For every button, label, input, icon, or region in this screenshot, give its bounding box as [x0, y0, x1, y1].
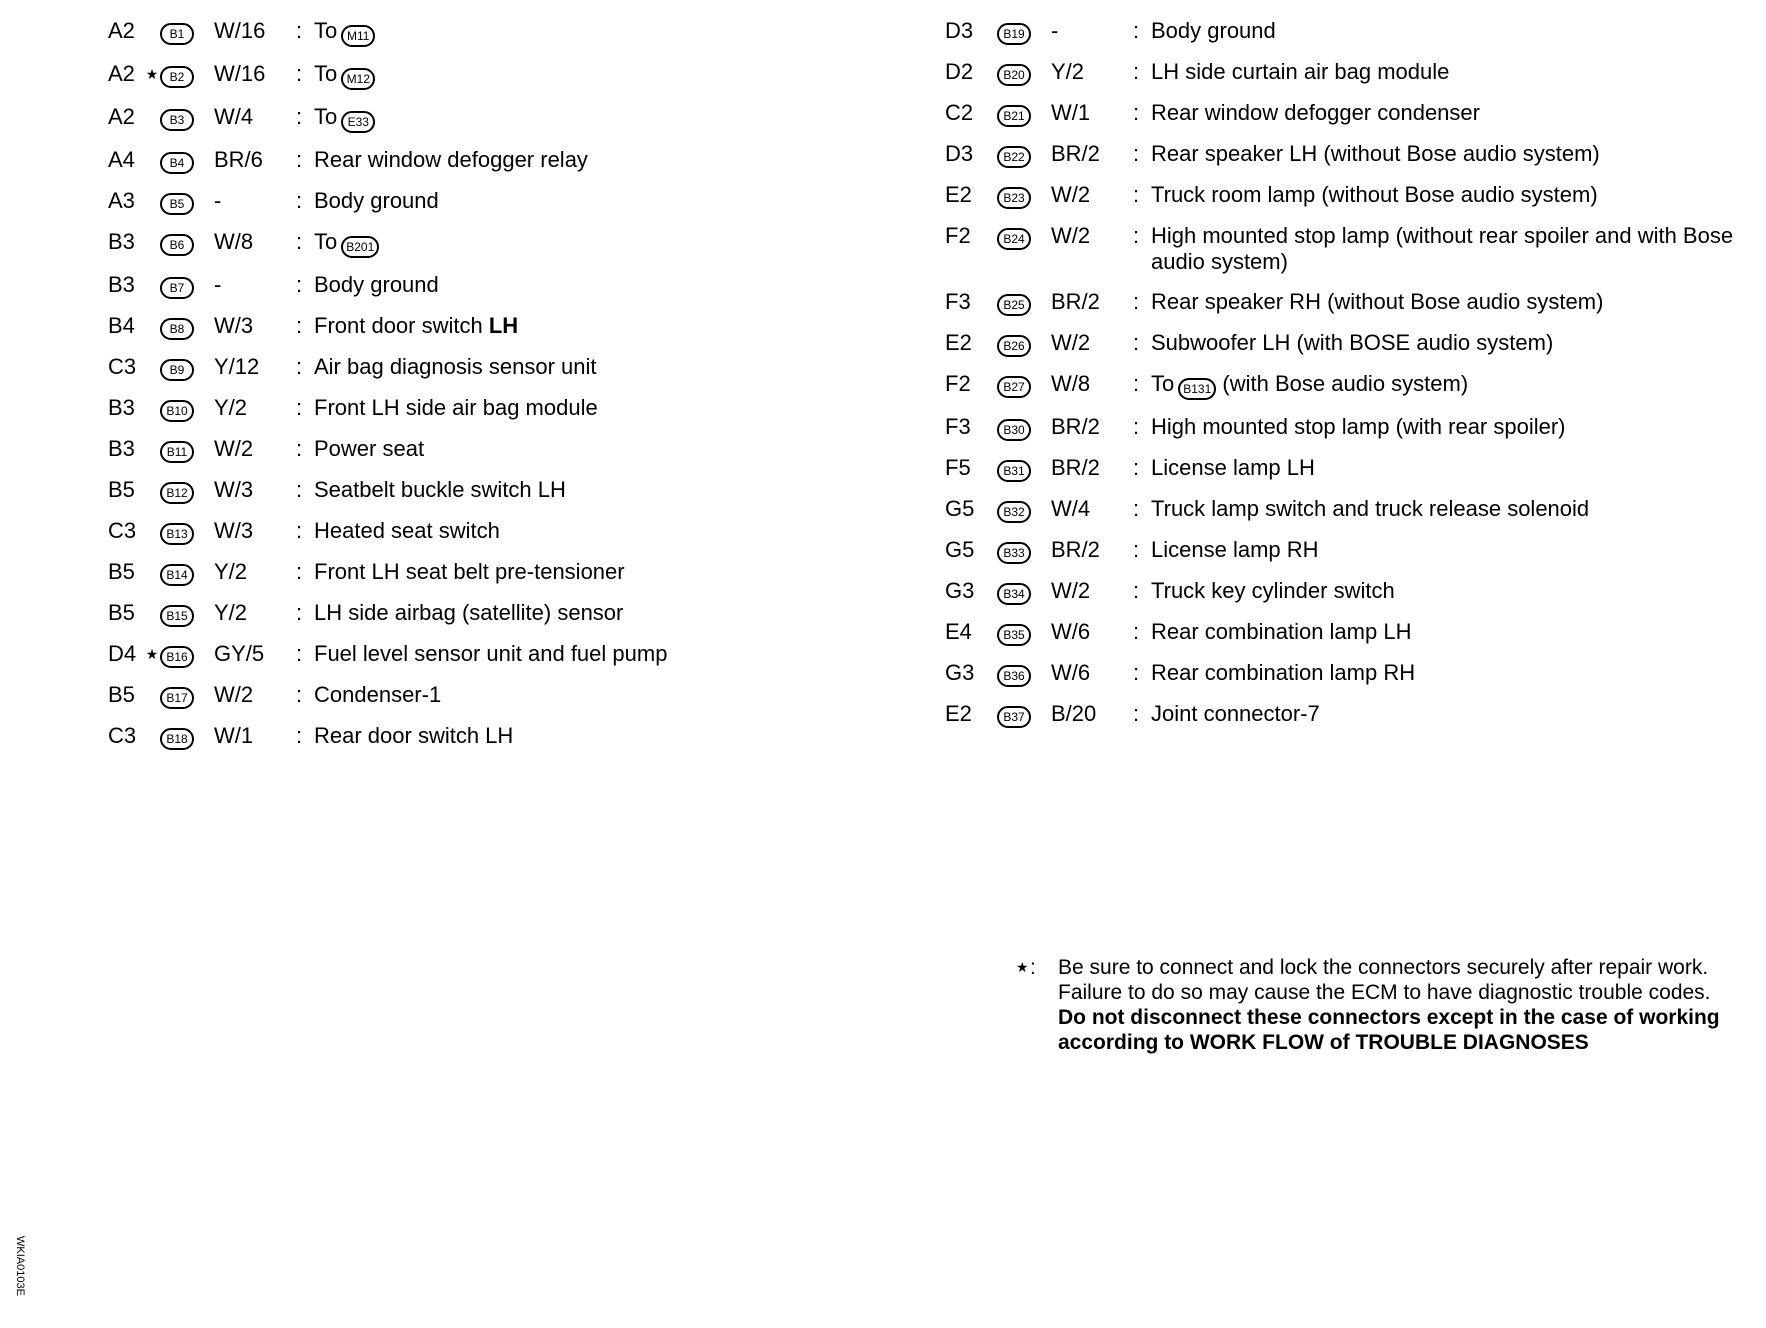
grid-reference: B3 [108, 229, 135, 254]
description-text: Subwoofer LH (with BOSE audio system) [1151, 330, 1554, 355]
description-text: Truck lamp switch and truck release solenoid [1151, 496, 1590, 521]
connector-row [945, 182, 1755, 209]
wire-spec: BR/2 [1051, 537, 1100, 562]
wire-spec: BR/6 [214, 147, 263, 172]
description-text: Rear window defogger relay [314, 147, 588, 172]
wire-spec: BR/2 [1051, 141, 1100, 166]
colon-separator: : [296, 641, 303, 666]
connector-row [108, 559, 848, 586]
connector-row [108, 229, 848, 258]
connector-description [1151, 414, 1755, 440]
figure-id: WKIA0103E [14, 1236, 26, 1296]
connector-cell [997, 455, 1049, 482]
connector-description [1151, 223, 1755, 275]
wire-spec: W/3 [214, 518, 254, 543]
description-bold-text: LH [488, 313, 519, 338]
connector-description [314, 354, 848, 380]
connector-description [1151, 660, 1755, 686]
colon-separator: : [296, 104, 303, 129]
description-text: Rear speaker LH (without Bose audio system) [1151, 141, 1600, 166]
description-text: Air bag diagnosis sensor unit [314, 354, 597, 379]
connector-cell [160, 518, 212, 545]
connector-cell [997, 371, 1049, 398]
connector-description [1151, 371, 1755, 400]
connector-description [1151, 330, 1755, 356]
description-text: Front LH seat belt pre-tensioner [314, 559, 625, 584]
grid-reference: C3 [108, 518, 137, 543]
wire-spec: W/2 [1051, 182, 1091, 207]
connector-cell [997, 496, 1049, 523]
colon-separator: : [1133, 701, 1140, 726]
connector-row [945, 455, 1755, 482]
grid-reference: F2 [945, 371, 971, 396]
connector-row [945, 619, 1755, 646]
connector-description [314, 477, 848, 503]
connector-description [314, 313, 848, 339]
connector-description [1151, 578, 1755, 604]
colon-separator: : [1133, 371, 1140, 396]
connector-badge: B14 [160, 564, 194, 586]
connector-description [314, 395, 848, 421]
grid-reference: G5 [945, 537, 975, 562]
connector-description [1151, 455, 1755, 481]
connector-cell [160, 559, 212, 586]
description-text: Heated seat switch [314, 518, 500, 543]
colon-separator: : [296, 395, 303, 420]
connector-row [108, 354, 848, 381]
grid-reference: F3 [945, 414, 971, 439]
connector-badge: B13 [160, 523, 194, 545]
wire-spec: W/6 [1051, 619, 1091, 644]
caution-note [1016, 955, 1730, 1055]
description-text: To [314, 104, 338, 129]
connector-description [314, 272, 848, 298]
star-icon: ★ [145, 66, 159, 82]
connector-cell [997, 330, 1049, 357]
description-text: Rear window defogger condenser [1151, 100, 1480, 125]
connector-description [1151, 496, 1755, 522]
connector-row [108, 395, 848, 422]
connector-row [945, 414, 1755, 441]
connector-badge: B9 [160, 359, 194, 381]
connector-description [314, 147, 848, 173]
connector-row [108, 188, 848, 215]
connector-cell [997, 18, 1049, 45]
wire-spec: Y/2 [1051, 59, 1085, 84]
connector-description [314, 18, 848, 47]
connector-badge: B11 [160, 441, 194, 463]
linked-connector-badge: B201 [341, 236, 379, 258]
grid-reference: E2 [945, 182, 972, 207]
connector-description [1151, 141, 1755, 167]
colon-separator: : [296, 354, 303, 379]
connector-cell [997, 289, 1049, 316]
colon-separator: : [296, 723, 303, 748]
connector-row [945, 18, 1755, 45]
connector-row [108, 436, 848, 463]
colon-separator: : [1133, 330, 1140, 355]
connector-row [945, 701, 1755, 728]
description-text: To [314, 229, 338, 254]
connector-description [1151, 59, 1755, 85]
wire-spec: W/1 [214, 723, 254, 748]
colon-separator: : [296, 682, 303, 707]
description-text: Front LH side air bag module [314, 395, 598, 420]
connector-badge: B19 [997, 23, 1031, 45]
wire-spec: W/1 [1051, 100, 1091, 125]
colon-separator: : [1133, 100, 1140, 125]
colon-separator: : [1133, 537, 1140, 562]
wire-spec: Y/2 [214, 559, 248, 584]
connector-description [314, 61, 848, 90]
description-text: Rear combination lamp LH [1151, 619, 1412, 644]
description-text: Body ground [314, 272, 439, 297]
grid-reference: A2 [108, 61, 135, 86]
connector-description [314, 104, 848, 133]
connector-badge: B31 [997, 460, 1031, 482]
connector-cell [160, 477, 212, 504]
connector-badge: B15 [160, 605, 194, 627]
connector-cell [160, 18, 212, 45]
connector-cell [160, 61, 212, 88]
connector-cell [160, 641, 212, 668]
colon-separator: : [296, 518, 303, 543]
connector-badge: B21 [997, 105, 1031, 127]
note-colon: : [1030, 956, 1036, 979]
description-text: Truck key cylinder switch [1151, 578, 1395, 603]
wire-spec: Y/12 [214, 354, 260, 379]
colon-separator: : [1133, 289, 1140, 314]
wire-spec: BR/2 [1051, 455, 1100, 480]
description-text: License lamp RH [1151, 537, 1319, 562]
connector-description [314, 682, 848, 708]
connector-cell [160, 104, 212, 131]
note-body [1058, 955, 1730, 1055]
grid-reference: D4 [108, 641, 137, 666]
connector-row [945, 223, 1755, 275]
connector-row [108, 61, 848, 90]
description-text: Power seat [314, 436, 425, 461]
connector-cell [160, 600, 212, 627]
connector-row [945, 141, 1755, 168]
connector-description [314, 518, 848, 544]
connector-cell [160, 147, 212, 174]
left-connector-list [108, 18, 848, 764]
connector-cell [997, 701, 1049, 728]
connector-cell [997, 619, 1049, 646]
colon-separator: : [1133, 182, 1140, 207]
grid-reference: B5 [108, 559, 135, 584]
colon-separator: : [296, 61, 303, 86]
description-text: Rear door switch LH [314, 723, 514, 748]
connector-badge: B36 [997, 665, 1031, 687]
grid-reference: F5 [945, 455, 971, 480]
colon-separator: : [1133, 578, 1140, 603]
connector-badge: B6 [160, 234, 194, 256]
connector-row [945, 578, 1755, 605]
grid-reference: C3 [108, 354, 137, 379]
connector-badge: B20 [997, 64, 1031, 86]
connector-badge: B2 [160, 66, 194, 88]
wire-spec: W/6 [1051, 660, 1091, 685]
colon-separator: : [1133, 59, 1140, 84]
grid-reference: F3 [945, 289, 971, 314]
note-bold-text: Do not disconnect these connectors except in the case of working according to WORK FLOW of TROUBLE DIAGNOSES [1058, 1006, 1720, 1054]
connector-row [108, 723, 848, 750]
connector-cell [160, 354, 212, 381]
linked-connector-badge: M11 [341, 25, 375, 47]
colon-separator: : [296, 147, 303, 172]
connector-badge: B35 [997, 624, 1031, 646]
connector-row [945, 59, 1755, 86]
connector-cell [997, 141, 1049, 168]
wire-spec: W/8 [1051, 371, 1091, 396]
connector-cell [997, 100, 1049, 127]
connector-badge: B1 [160, 23, 194, 45]
description-text: To [1151, 371, 1175, 396]
wire-spec: Y/2 [214, 600, 248, 625]
description-text: Body ground [1151, 18, 1276, 43]
wire-spec: W/2 [214, 436, 254, 461]
grid-reference: A2 [108, 18, 135, 43]
connector-row [945, 537, 1755, 564]
connector-cell [997, 223, 1049, 250]
wire-spec: - [1051, 18, 1059, 43]
connector-description [314, 723, 848, 749]
grid-reference: A4 [108, 147, 135, 172]
wire-spec: W/3 [214, 477, 254, 502]
linked-connector-badge: M12 [341, 68, 375, 90]
wire-spec: W/4 [214, 104, 254, 129]
wire-spec: W/2 [1051, 223, 1091, 248]
connector-badge: B8 [160, 318, 194, 340]
linked-connector-badge: B131 [1178, 378, 1216, 400]
connector-cell [160, 395, 212, 422]
connector-row [108, 313, 848, 340]
colon-separator: : [296, 313, 303, 338]
note-text: Be sure to connect and lock the connectors securely after repair work. Failure to do so may cause the ECM to have diagnostic trouble codes. [1058, 956, 1711, 1004]
grid-reference: B5 [108, 477, 135, 502]
connector-row [945, 330, 1755, 357]
description-text: Joint connector-7 [1151, 701, 1320, 726]
connector-description [314, 641, 848, 667]
grid-reference: B4 [108, 313, 135, 338]
connector-description [314, 188, 848, 214]
connector-badge: B25 [997, 294, 1031, 316]
connector-description [314, 600, 848, 626]
connector-cell [160, 313, 212, 340]
colon-separator: : [296, 477, 303, 502]
colon-separator: : [1133, 496, 1140, 521]
wire-spec: BR/2 [1051, 414, 1100, 439]
wire-spec: W/16 [214, 61, 266, 86]
connector-description [314, 229, 848, 258]
grid-reference: G5 [945, 496, 975, 521]
colon-separator: : [296, 18, 303, 43]
wire-spec: Y/2 [214, 395, 248, 420]
connector-badge: B27 [997, 376, 1031, 398]
description-text: High mounted stop lamp (with rear spoiler) [1151, 414, 1566, 439]
description-text: License lamp LH [1151, 455, 1315, 480]
colon-separator: : [1133, 18, 1140, 43]
connector-badge: B22 [997, 146, 1031, 168]
colon-separator: : [296, 436, 303, 461]
grid-reference: A3 [108, 188, 135, 213]
wire-spec: W/2 [1051, 330, 1091, 355]
connector-description [1151, 100, 1755, 126]
connector-cell [160, 723, 212, 750]
grid-reference: B3 [108, 272, 135, 297]
connector-cell [160, 436, 212, 463]
grid-reference: G3 [945, 578, 975, 603]
connector-badge: B37 [997, 706, 1031, 728]
grid-reference: G3 [945, 660, 975, 685]
connector-badge: B26 [997, 335, 1031, 357]
grid-reference: D3 [945, 18, 974, 43]
connector-badge: B12 [160, 482, 194, 504]
connector-cell [997, 537, 1049, 564]
connector-cell [997, 660, 1049, 687]
connector-row [108, 518, 848, 545]
colon-separator: : [296, 188, 303, 213]
description-text: To [314, 61, 338, 86]
wire-spec: GY/5 [214, 641, 265, 666]
description-text: Front door switch [314, 313, 483, 338]
wire-spec: BR/2 [1051, 289, 1100, 314]
colon-separator: : [1133, 660, 1140, 685]
connector-description [314, 559, 848, 585]
connector-badge: B17 [160, 687, 194, 709]
connector-cell [997, 182, 1049, 209]
star-icon: ★ [145, 646, 159, 662]
connector-row [945, 371, 1755, 400]
connector-description [1151, 182, 1755, 208]
right-connector-list [945, 18, 1755, 742]
connector-cell [160, 188, 212, 215]
colon-separator: : [296, 600, 303, 625]
connector-row [945, 289, 1755, 316]
description-text: Truck room lamp (without Bose audio system) [1151, 182, 1598, 207]
connector-badge: B30 [997, 419, 1031, 441]
colon-separator: : [1133, 455, 1140, 480]
wire-spec: W/2 [1051, 578, 1091, 603]
connector-badge: B32 [997, 501, 1031, 523]
connector-cell [997, 59, 1049, 86]
colon-separator: : [296, 272, 303, 297]
description-text: Fuel level sensor unit and fuel pump [314, 641, 668, 666]
colon-separator: : [1133, 414, 1140, 439]
grid-reference: C3 [108, 723, 137, 748]
connector-description [1151, 18, 1755, 44]
note-star-icon: ★ [1016, 959, 1029, 975]
colon-separator: : [1133, 619, 1140, 644]
connector-row [108, 272, 848, 299]
wire-spec: W/8 [214, 229, 254, 254]
connector-description [314, 436, 848, 462]
colon-separator: : [296, 229, 303, 254]
wire-spec: W/4 [1051, 496, 1091, 521]
connector-row [945, 660, 1755, 687]
connector-cell [160, 229, 212, 256]
connector-cell [160, 272, 212, 299]
description-text: High mounted stop lamp (without rear spoiler and with Bose audio system) [1151, 223, 1734, 274]
colon-separator: : [1133, 223, 1140, 248]
connector-cell [997, 414, 1049, 441]
wire-spec: B/20 [1051, 701, 1097, 726]
description-text: Rear combination lamp RH [1151, 660, 1416, 685]
description-text: LH side airbag (satellite) sensor [314, 600, 624, 625]
grid-reference: D3 [945, 141, 974, 166]
grid-reference: B3 [108, 395, 135, 420]
wire-spec: W/3 [214, 313, 254, 338]
connector-row [945, 100, 1755, 127]
connector-description [1151, 701, 1755, 727]
connector-badge: B33 [997, 542, 1031, 564]
connector-badge: B7 [160, 277, 194, 299]
description-text: To [314, 18, 338, 43]
connector-description [1151, 537, 1755, 563]
connector-row [108, 477, 848, 504]
description-suffix: (with Bose audio system) [1222, 371, 1469, 396]
description-text: Seatbelt buckle switch LH [314, 477, 566, 502]
grid-reference: B5 [108, 600, 135, 625]
connector-badge: B23 [997, 187, 1031, 209]
grid-reference: B3 [108, 436, 135, 461]
wire-spec: W/16 [214, 18, 266, 43]
colon-separator: : [296, 559, 303, 584]
wire-spec: W/2 [214, 682, 254, 707]
connector-row [945, 496, 1755, 523]
colon-separator: : [1133, 141, 1140, 166]
connector-row [108, 104, 848, 133]
description-text: Condenser-1 [314, 682, 442, 707]
connector-description [1151, 289, 1755, 315]
connector-badge: B5 [160, 193, 194, 215]
grid-reference: E2 [945, 701, 972, 726]
grid-reference: A2 [108, 104, 135, 129]
description-text: LH side curtain air bag module [1151, 59, 1450, 84]
connector-badge: B34 [997, 583, 1031, 605]
linked-connector-badge: E33 [341, 111, 375, 133]
grid-reference: E2 [945, 330, 972, 355]
connector-row [108, 147, 848, 174]
connector-row [108, 682, 848, 709]
grid-reference: F2 [945, 223, 971, 248]
connector-cell [160, 682, 212, 709]
grid-reference: B5 [108, 682, 135, 707]
connector-badge: B16 [160, 646, 194, 668]
connector-badge: B18 [160, 728, 194, 750]
connector-badge: B4 [160, 152, 194, 174]
wire-spec: - [214, 272, 222, 297]
connector-badge: B3 [160, 109, 194, 131]
description-text: Body ground [314, 188, 439, 213]
connector-row [108, 641, 848, 668]
connector-description [1151, 619, 1755, 645]
grid-reference: C2 [945, 100, 974, 125]
connector-row [108, 600, 848, 627]
wire-spec: - [214, 188, 222, 213]
connector-cell [997, 578, 1049, 605]
description-text: Rear speaker RH (without Bose audio system) [1151, 289, 1604, 314]
connector-row [108, 18, 848, 47]
grid-reference: D2 [945, 59, 974, 84]
connector-badge: B10 [160, 400, 194, 422]
connector-badge: B24 [997, 228, 1031, 250]
grid-reference: E4 [945, 619, 972, 644]
